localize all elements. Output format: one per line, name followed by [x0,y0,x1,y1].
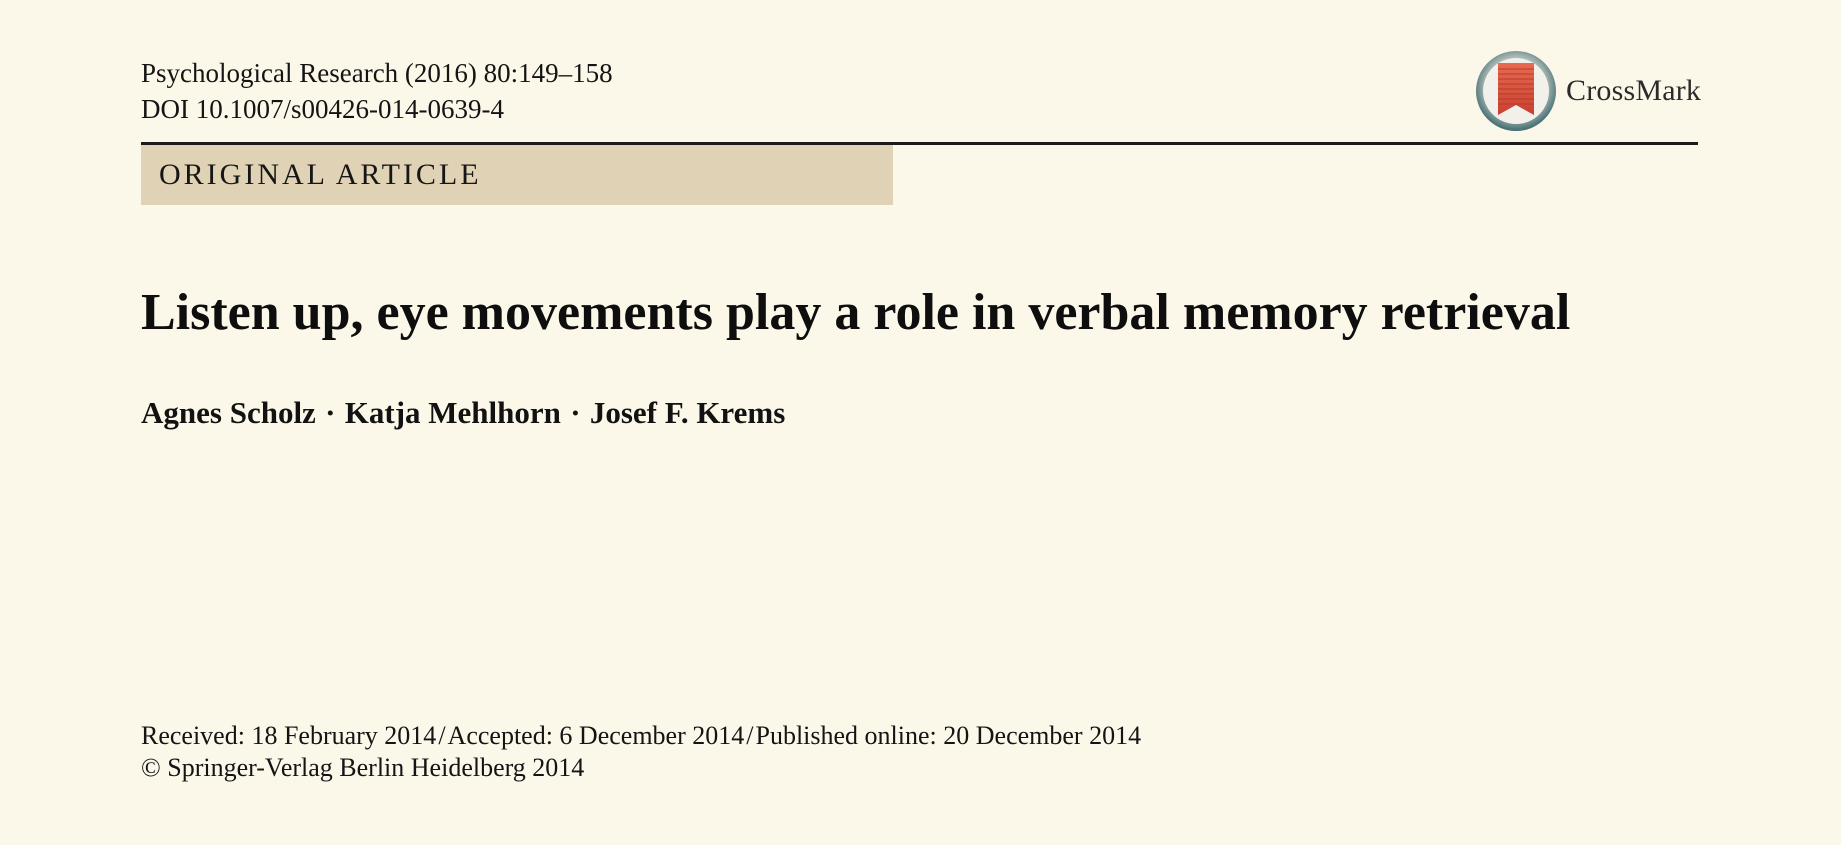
article-title: Listen up, eye movements play a role in verbal memory retrieval [141,284,1571,341]
published-date: Published online: 20 December 2014 [755,721,1142,750]
journal-header [141,55,613,127]
article-type-label: ORIGINAL ARTICLE [159,158,482,191]
article-type-band [141,145,893,205]
date-separator: / [438,721,446,750]
crossmark-label: CrossMark [1566,74,1702,107]
accepted-date: Accepted: 6 December 2014 [447,721,745,750]
author-name[interactable]: Agnes Scholz [141,395,316,430]
author-separator: · [570,395,581,430]
author-name[interactable]: Josef F. Krems [589,395,786,430]
copyright-notice: © Springer-Verlag Berlin Heidelberg 2014 [141,753,585,782]
author-list [141,392,785,434]
author-separator: · [325,395,336,430]
article-history [141,720,1141,784]
date-line [141,720,1141,752]
crossmark-badge[interactable] [1474,49,1701,133]
date-separator: / [746,721,754,750]
author-name[interactable]: Katja Mehlhorn [344,395,561,430]
received-date: Received: 18 February 2014 [141,721,437,750]
doi: DOI 10.1007/s00426-014-0639-4 [141,94,504,124]
crossmark-icon [1474,49,1558,133]
journal-citation: Psychological Research (2016) 80:149–158 [141,58,613,88]
